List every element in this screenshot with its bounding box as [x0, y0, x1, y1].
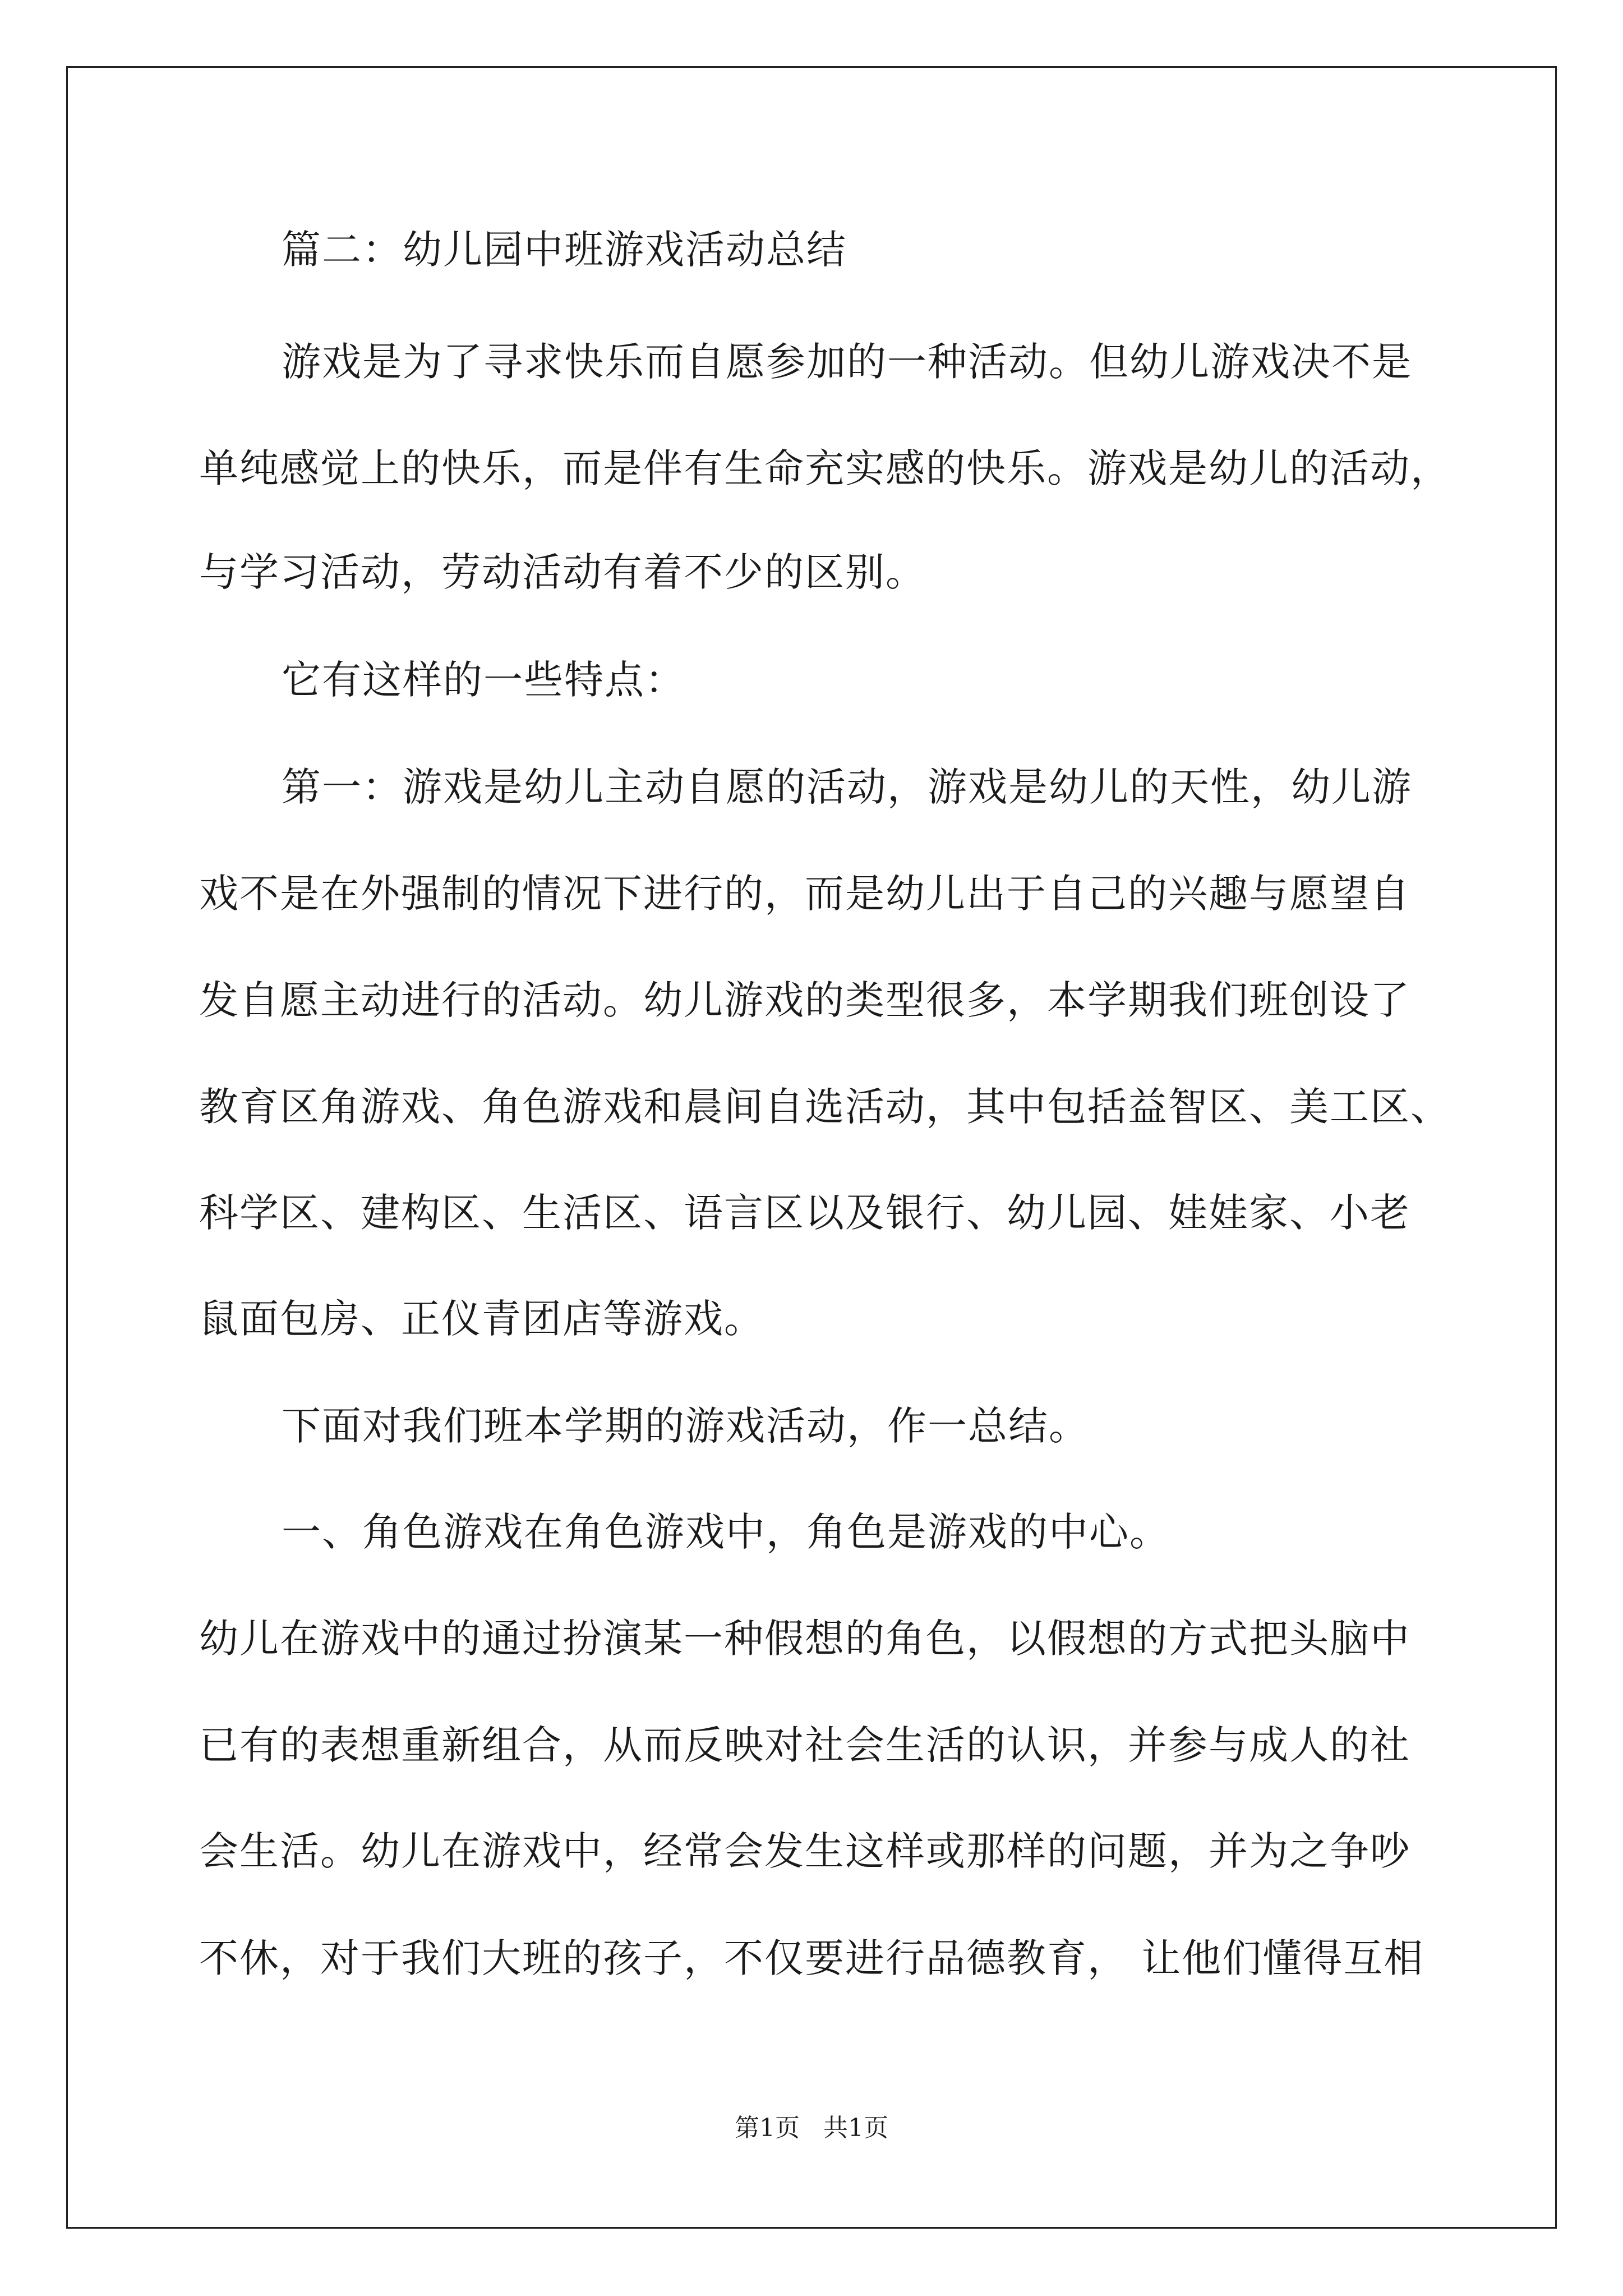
paragraph-line: 单纯感觉上的快乐，而是伴有生命充实感的快乐。游戏是幼儿的活动， [199, 445, 1451, 491]
paragraph-line: 鼠面包房、正仪青团店等游戏。 [199, 1296, 764, 1342]
paragraph-line: 会生活。幼儿在游戏中，经常会发生这样或那样的问题，并为之争吵 [199, 1828, 1410, 1874]
section-heading: 篇二：幼儿园中班游戏活动总结 [282, 227, 847, 273]
paragraph-line: 它有这样的一些特点： [282, 657, 685, 703]
page-footer: 第1页 共1页 [735, 2114, 888, 2142]
paragraph-line: 第一：游戏是幼儿主动自愿的活动，游戏是幼儿的天性，幼儿游 [282, 764, 1412, 810]
paragraph-line: 科学区、建构区、生活区、语言区以及银行、幼儿园、娃娃家、小老 [199, 1190, 1410, 1236]
paragraph-line: 与学习活动，劳动活动有着不少的区别。 [199, 549, 926, 595]
paragraph-line: 发自愿主动进行的活动。幼儿游戏的类型很多，本学期我们班创设了 [199, 977, 1410, 1023]
paragraph-line: 幼儿在游戏中的通过扮演某一种假想的角色，以假想的方式把头脑中 [199, 1616, 1410, 1662]
paragraph-line: 下面对我们班本学期的游戏活动，作一总结。 [282, 1403, 1089, 1449]
paragraph-line: 一、角色游戏在角色游戏中，角色是游戏的中心。 [282, 1509, 1170, 1555]
paragraph-line: 戏不是在外强制的情况下进行的，而是幼儿出于自己的兴趣与愿望自 [199, 871, 1410, 917]
page-border [66, 66, 1557, 2229]
paragraph-line: 不休，对于我们大班的孩子，不仅要进行品德教育， 让他们懂得互相 [199, 1935, 1424, 1981]
paragraph-line: 教育区角游戏、角色游戏和晨间自选活动，其中包括益智区、美工区、 [199, 1084, 1451, 1130]
paragraph-line: 游戏是为了寻求快乐而自愿参加的一种活动。但幼儿游戏决不是 [282, 339, 1412, 385]
paragraph-line: 已有的表想重新组合，从而反映对社会生活的认识，并参与成人的社 [199, 1722, 1410, 1768]
